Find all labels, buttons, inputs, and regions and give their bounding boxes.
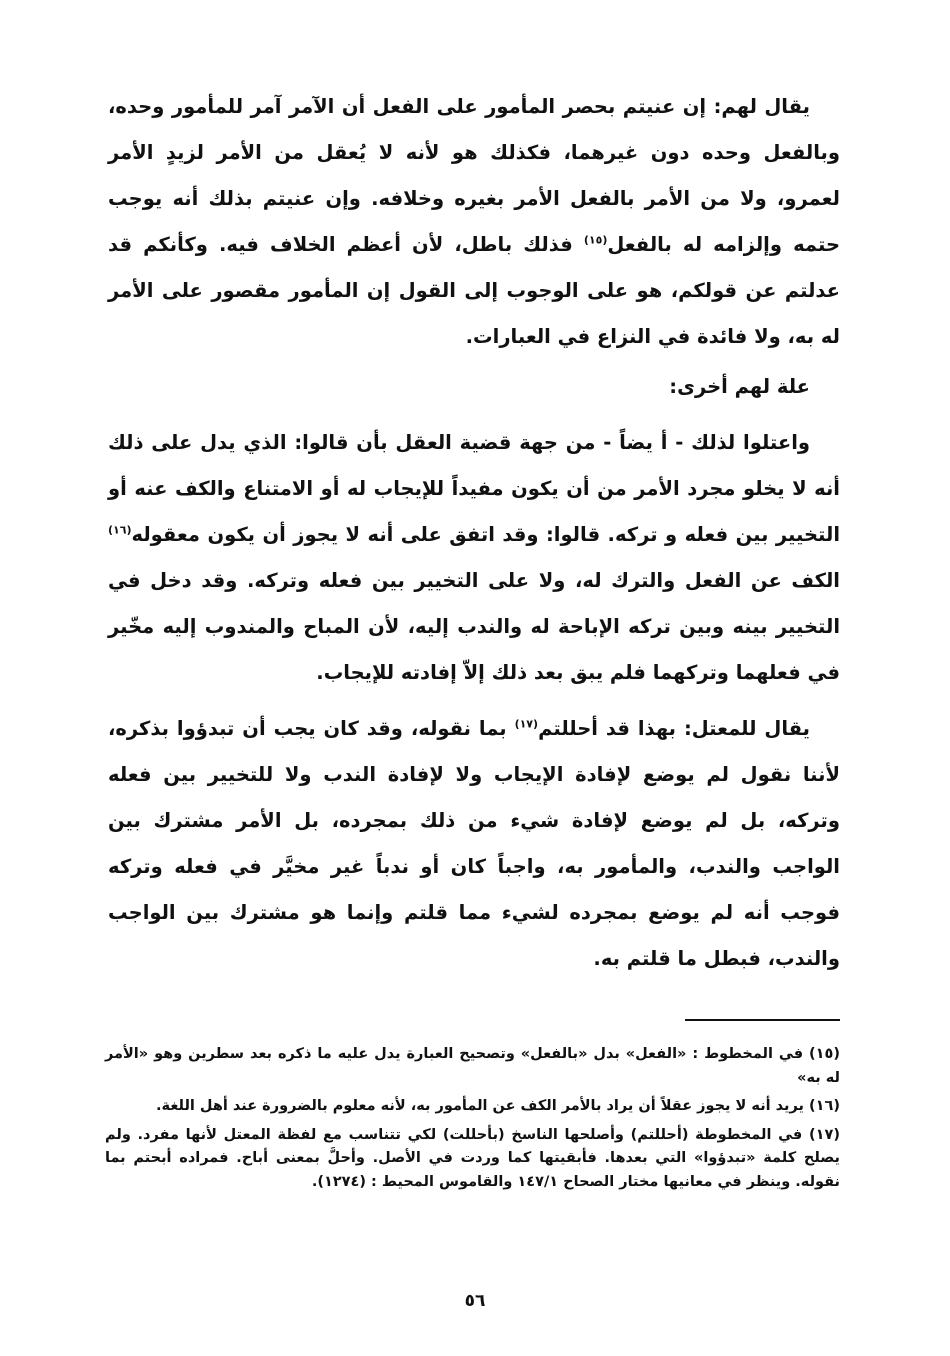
footnote-ref-15: (١٥) bbox=[583, 233, 608, 247]
footnote-text: يريد أنه لا يجوز عقلاً أن يراد بالأمر الكف عن المأمور به، لأنه معلوم بالضرورة عند أهل اللغة. bbox=[156, 1098, 804, 1114]
page-number: ٥٦ bbox=[464, 1291, 486, 1311]
paragraph-3 bbox=[108, 706, 840, 982]
main-text bbox=[108, 84, 840, 982]
paragraph-2-part-2: الكف عن الفعل والترك له، ولا على التخيير بين فعله وتركه. وقد دخل في التخيير بينه وبين تركه الإباحة له والندب إليه، لأن المباح والمندوب إليه مخّير في فعلهما وتركهما فلم يبق بعد ذلك إلاّ إفادته للإيجاب. bbox=[108, 569, 840, 684]
paragraph-3-part-2: بما نقوله، وقد كان يجب أن تبدؤوا بذكره، لأننا نقول لم يوضع لإفادة الإيجاب ولا لإفادة الندب ولا للتخيير بين فعله وتركه، بل لم يوضع لإفادة شيء من ذلك بمجرده، بل الأمر مشترك بين الواجب والندب، والمأمور به، واجباً كان أو ندباً غير مخيَّر في فعله وتركه فوجب أنه لم يوضع بمجرده لشيء مما قلتم وإنما هو مشترك بين الواجب والندب، فبطل ما قلتم به. bbox=[108, 717, 840, 970]
footnote-separator bbox=[685, 1019, 840, 1021]
footnote-ref-17: (١٧) bbox=[514, 717, 539, 731]
footnote-16 bbox=[105, 1095, 840, 1119]
footnote-text: في المخطوطة (أحللتم) وأصلحها الناسخ (بأحللت) لكي تتناسب مع لفظة المعتل لأنها مفرد. ولم يصلح كلمة «تبدؤوا» التي بعدها. فأبقيتها كما وردت في الأصل. وأحلَّ بمعنى أباح. فمراده أبحتم بما نقوله. وينظر في معانيها مختار الصحاح ١٤٧/١ والقاموس المحيط : (١٢٧٤). bbox=[105, 1126, 840, 1190]
footnote-17 bbox=[105, 1124, 840, 1195]
footnote-15 bbox=[105, 1043, 840, 1090]
footnote-text: في المخطوط : «الفعل» بدل «بالفعل» وتصحيح العبارة يدل عليه ما ذكره بعد سطرين وهو «الأمر له به» bbox=[105, 1046, 840, 1086]
footnotes bbox=[105, 1043, 840, 1199]
paragraph-2-part-1: واعتلوا لذلك - أ يضاً - من جهة قضية العقل بأن قالوا: الذي يدل على ذلك أنه لا يخلو مجرد الأمر من أن يكون مفيداً للإيجاب له أو الامتناع والكف عنه أو التخيير بين فعله و تركه. قالوا: وقد اتفق على أنه لا يجوز أن يكون معقوله bbox=[108, 431, 840, 546]
footnote-number: (١٧) bbox=[809, 1126, 840, 1143]
footnote-number: (١٥) bbox=[809, 1046, 840, 1062]
paragraph-3-part-1: يقال للمعتل: بهذا قد أحللتم bbox=[538, 717, 810, 740]
paragraph-2 bbox=[108, 420, 840, 696]
paragraph-1-part-2: فذلك باطل، لأن أعظم الخلاف فيه. وكأنكم قد عدلتم عن قولكم، هو على الوجوب إلى القول إن المأمور مقصور على الأمر له به، ولا فائدة في النزاع في العبارات. bbox=[108, 233, 840, 348]
section-heading: علة لهم أخرى: bbox=[669, 375, 810, 398]
footnote-ref-16: (١٦) bbox=[108, 523, 132, 537]
paragraph-1 bbox=[108, 84, 840, 360]
paragraph-1-part-1: يقال لهم: إن عنيتم بحصر المأمور على الفعل أن الآمر آمر للمأمور وحده، وبالفعل وحده دون غيرهما، فكذلك هو لأنه لا يُعقل من الأمر لزيدٍ الأمر لعمرو، ولا من الأمر بالفعل الأمر بغيره وخلافه. وإن عنيتم بذلك أنه يوجب حتمه وإلزامه له بالفعل bbox=[108, 95, 840, 256]
footnote-number: (١٦) bbox=[809, 1098, 840, 1114]
